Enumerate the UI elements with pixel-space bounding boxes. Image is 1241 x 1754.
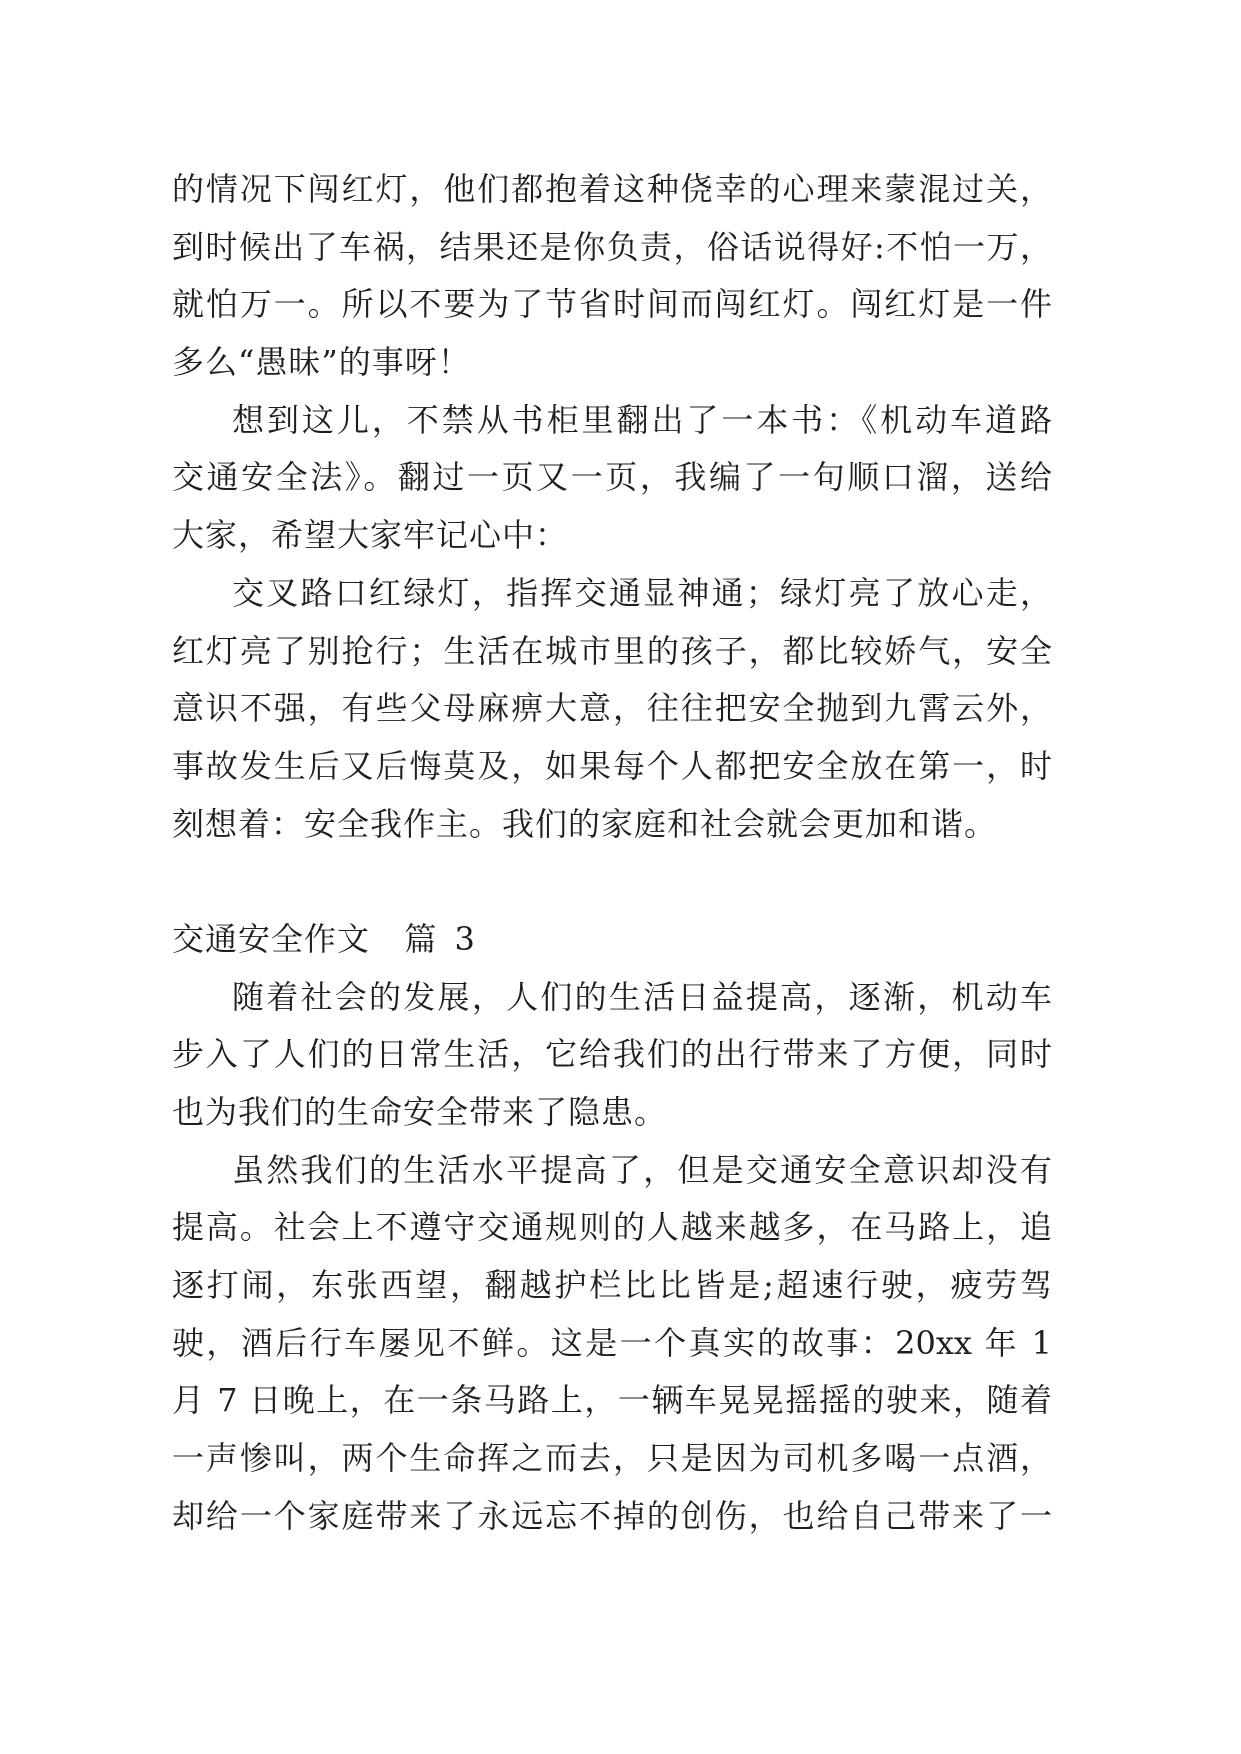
- text-line: 大家，希望大家牢记心中：: [172, 516, 569, 555]
- paragraph: [172, 969, 1052, 1142]
- paragraph: [172, 565, 1052, 853]
- text-line: 一声惨叫，两个生命挥之而去，只是因为司机多喝一点酒，: [172, 1439, 1052, 1478]
- text-line: 步入了人们的日常生活，它给我们的出行带来了方便，同时: [172, 1035, 1052, 1074]
- text-line: 到时候出了车祸，结果还是你负责，俗话说得好:不怕一万，: [172, 227, 1052, 266]
- text-line: 逐打闹，东张西望，翻越护栏比比皆是;超速行驶，疲劳驾: [172, 1266, 1052, 1305]
- blank-line: [172, 853, 1052, 911]
- document-body: [172, 161, 1052, 1546]
- paragraph: [172, 161, 1052, 392]
- text-line: 事故发生后又后悔莫及，如果每个人都把安全放在第一，时: [172, 746, 1052, 785]
- text-line: 提高。社会上不遵守交通规则的人越来越多，在马路上，追: [172, 1208, 1052, 1247]
- section-heading: 交通安全作文 篇 3: [172, 919, 476, 958]
- text-line: 月 7 日晚上，在一条马路上，一辆车晃晃摇摇的驶来，随着: [172, 1381, 1052, 1420]
- text-line: 虽然我们的生活水平提高了，但是交通安全意识却没有: [232, 1150, 1052, 1189]
- text-line: 意识不强，有些父母麻痹大意，往往把安全抛到九霄云外，: [172, 689, 1052, 728]
- text-line: 却给一个家庭带来了永远忘不掉的创伤，也给自己带来了一: [172, 1496, 1052, 1535]
- text-line: 的情况下闯红灯，他们都抱着这种侥幸的心理来蒙混过关，: [172, 170, 1052, 208]
- text-line: 多么“愚昧”的事呀！: [172, 343, 471, 382]
- text-line: 也为我们的生命安全带来了隐患。: [172, 1093, 668, 1131]
- text-line: 驶，酒后行车屡见不鲜。这是一个真实的故事：20xx 年 1: [172, 1323, 1052, 1362]
- paragraph: [172, 1142, 1052, 1546]
- paragraph: [172, 392, 1052, 565]
- text-line: 红灯亮了别抢行；生活在城市里的孩子，都比较娇气，安全: [172, 631, 1052, 670]
- text-line: 刻想着：安全我作主。我们的家庭和社会就会更加和谐。: [172, 804, 998, 843]
- text-line: 交叉路口红绿灯，指挥交通显神通；绿灯亮了放心走，: [232, 573, 1052, 612]
- text-line: 想到这儿，不禁从书柜里翻出了一本书：《机动车道路: [232, 400, 1052, 439]
- text-line: 随着社会的发展，人们的生活日益提高，逐渐，机动车: [232, 977, 1052, 1016]
- text-line: 交通安全法》。翻过一页又一页，我编了一句顺口溜，送给: [172, 458, 1052, 497]
- text-line: 就怕万一。所以不要为了节省时间而闯红灯。闯红灯是一件: [172, 285, 1052, 324]
